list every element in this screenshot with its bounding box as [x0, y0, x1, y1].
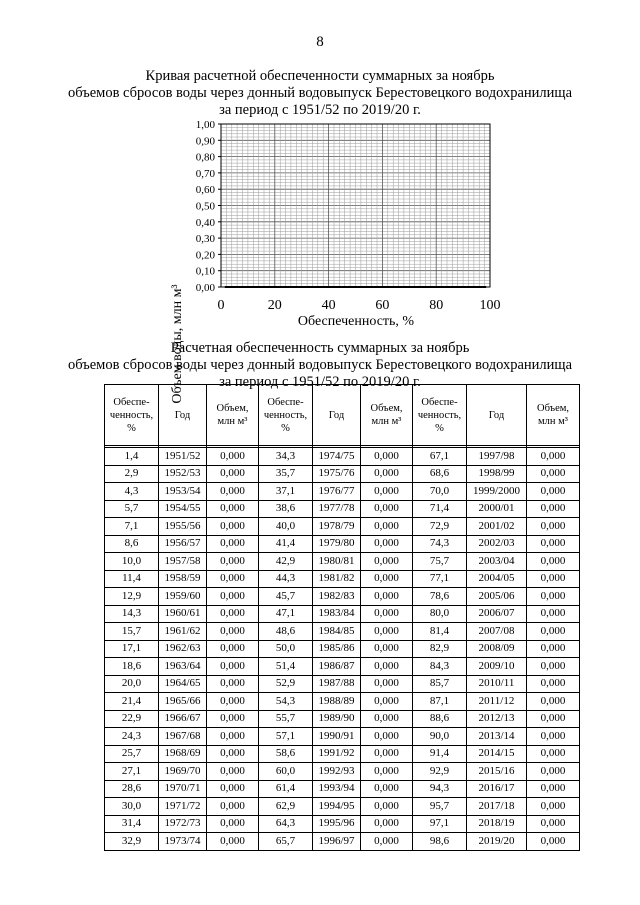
table-cell: 14,3	[105, 605, 159, 623]
table-row	[105, 815, 580, 833]
chart-title-line-3: за период с 1951/52 по 2019/20 г.	[219, 102, 421, 118]
y-tick-label: 0,00	[195, 282, 215, 294]
table-cell: 0,000	[207, 623, 259, 641]
table-cell: 0,000	[361, 448, 413, 466]
table-cell: 2008/09	[467, 640, 527, 658]
table-cell: 0,000	[527, 553, 580, 571]
table-cell: 1967/68	[159, 728, 207, 746]
table-cell: 1973/74	[159, 833, 207, 851]
table-cell: 0,000	[207, 763, 259, 781]
supply-table	[104, 384, 580, 851]
table-cell: 94,3	[413, 780, 467, 798]
table-cell: 72,9	[413, 518, 467, 536]
table-cell: 0,000	[207, 500, 259, 518]
table-cell: 1959/60	[159, 588, 207, 606]
table-cell: 57,1	[259, 728, 313, 746]
table-cell: 1987/88	[313, 675, 361, 693]
table-cell: 2019/20	[467, 833, 527, 851]
table-cell: 0,000	[361, 815, 413, 833]
table-cell: 1952/53	[159, 465, 207, 483]
table-cell: 1994/95	[313, 798, 361, 816]
table-cell: 78,6	[413, 588, 467, 606]
y-tick-label: 0,60	[195, 184, 215, 197]
table-cell: 70,0	[413, 483, 467, 501]
x-tick-label: 20	[267, 298, 282, 313]
table-cell: 0,000	[527, 798, 580, 816]
table-cell: 0,000	[527, 763, 580, 781]
table-cell: 1960/61	[159, 605, 207, 623]
table-row	[105, 553, 580, 571]
table-cell: 1986/87	[313, 658, 361, 676]
table-cell: 21,4	[105, 693, 159, 711]
table-title-line-3: за период с 1951/52 по 2019/20 г.	[219, 374, 421, 390]
table-cell: 1961/62	[159, 623, 207, 641]
table-cell: 2002/03	[467, 535, 527, 553]
table-cell: 27,1	[105, 763, 159, 781]
table-title-line-2: объемов сбросов воды через донный водовыпуск Берестовецкого водохранилища	[67, 357, 573, 373]
table-row	[105, 798, 580, 816]
table-cell: 0,000	[527, 640, 580, 658]
chart-grid	[221, 124, 490, 287]
table-cell: 1992/93	[313, 763, 361, 781]
table-cell: 0,000	[361, 588, 413, 606]
table-cell: 88,6	[413, 710, 467, 728]
table-cell: 0,000	[207, 588, 259, 606]
y-tick-label: 0,90	[195, 135, 215, 148]
table-cell: 62,9	[259, 798, 313, 816]
table-cell: 0,000	[207, 465, 259, 483]
table-cell: 25,7	[105, 745, 159, 763]
table-cell: 54,3	[259, 693, 313, 711]
table-cell: 84,3	[413, 658, 467, 676]
table-cell: 51,4	[259, 658, 313, 676]
y-tick-label: 0,80	[195, 151, 215, 164]
page-number: 8	[316, 34, 324, 50]
table-cell: 2010/11	[467, 675, 527, 693]
table-cell: 0,000	[361, 483, 413, 501]
table-row	[105, 570, 580, 588]
table-cell: 0,000	[207, 553, 259, 571]
table-cell: 1984/85	[313, 623, 361, 641]
table-cell: 0,000	[527, 483, 580, 501]
table-cell: 0,000	[361, 693, 413, 711]
x-tick-label: 40	[321, 298, 336, 313]
table-cell: 0,000	[361, 745, 413, 763]
table-cell: 0,000	[527, 623, 580, 641]
y-tick-label: 0,40	[195, 216, 215, 229]
table-cell: 0,000	[207, 483, 259, 501]
table-cell: 0,000	[527, 588, 580, 606]
table-cell: 2018/19	[467, 815, 527, 833]
table-cell: 2011/12	[467, 693, 527, 711]
y-tick-label: 1,00	[195, 119, 215, 131]
table-cell: 2014/15	[467, 745, 527, 763]
table-cell: 55,7	[259, 710, 313, 728]
table-cell: 71,4	[413, 500, 467, 518]
table-cell: 1963/64	[159, 658, 207, 676]
table-row	[105, 763, 580, 781]
table-cell: 0,000	[361, 710, 413, 728]
table-cell: 40,0	[259, 518, 313, 536]
table-cell: 0,000	[207, 745, 259, 763]
table-cell: 1969/70	[159, 763, 207, 781]
table-row	[105, 483, 580, 501]
table-cell: 2001/02	[467, 518, 527, 536]
table-cell: 42,9	[259, 553, 313, 571]
table-cell: 1993/94	[313, 780, 361, 798]
table-cell: 0,000	[207, 780, 259, 798]
table-cell: 1976/77	[313, 483, 361, 501]
table-cell: 0,000	[527, 745, 580, 763]
table-cell: 0,000	[527, 605, 580, 623]
table-cell: 44,3	[259, 570, 313, 588]
table-cell: 1981/82	[313, 570, 361, 588]
y-tick-label: 0,70	[195, 167, 215, 180]
table-cell: 98,6	[413, 833, 467, 851]
table-cell: 81,4	[413, 623, 467, 641]
table-header-cell: Объем, млн м³	[207, 385, 259, 446]
table-cell: 1996/97	[313, 833, 361, 851]
table-cell: 0,000	[527, 780, 580, 798]
table-cell: 1954/55	[159, 500, 207, 518]
table-cell: 1972/73	[159, 815, 207, 833]
table-cell: 47,1	[259, 605, 313, 623]
table-cell: 82,9	[413, 640, 467, 658]
table-row	[105, 780, 580, 798]
table-cell: 4,3	[105, 483, 159, 501]
table-cell: 2017/18	[467, 798, 527, 816]
table-cell: 2009/10	[467, 658, 527, 676]
table-cell: 0,000	[527, 675, 580, 693]
chart-title	[0, 68, 640, 119]
table-cell: 10,0	[105, 553, 159, 571]
table-cell: 0,000	[361, 623, 413, 641]
table-cell: 20,0	[105, 675, 159, 693]
table-cell: 1970/71	[159, 780, 207, 798]
table-row	[105, 640, 580, 658]
x-tick-label: 100	[479, 298, 501, 313]
table-row	[105, 745, 580, 763]
table-cell: 1,4	[105, 448, 159, 466]
table-cell: 1995/96	[313, 815, 361, 833]
table-cell: 0,000	[527, 728, 580, 746]
table-cell: 1979/80	[313, 535, 361, 553]
table-cell: 0,000	[207, 798, 259, 816]
table-cell: 0,000	[207, 640, 259, 658]
table-cell: 0,000	[527, 500, 580, 518]
table-cell: 17,1	[105, 640, 159, 658]
table-cell: 34,3	[259, 448, 313, 466]
table-cell: 0,000	[361, 605, 413, 623]
x-tick-label: 60	[375, 298, 390, 313]
table-cell: 2003/04	[467, 553, 527, 571]
table-cell: 22,9	[105, 710, 159, 728]
chart-title-line-2: объемов сбросов воды через донный водовыпуск Берестовецкого водохранилища	[67, 85, 573, 101]
table-header-cell: Обеспе- ченность, %	[105, 385, 159, 446]
table-cell: 1971/72	[159, 798, 207, 816]
table-cell: 1991/92	[313, 745, 361, 763]
table-title-line-1: Расчетная обеспеченность суммарных за ноябрь	[170, 340, 470, 356]
table-cell: 0,000	[361, 535, 413, 553]
table-cell: 2012/13	[467, 710, 527, 728]
table-header-cell: Обеспе- ченность, %	[413, 385, 467, 446]
table-cell: 95,7	[413, 798, 467, 816]
table-row	[105, 605, 580, 623]
table-cell: 1957/58	[159, 553, 207, 571]
table-cell: 0,000	[361, 798, 413, 816]
table-cell: 5,7	[105, 500, 159, 518]
table-cell: 8,6	[105, 535, 159, 553]
table-row	[105, 833, 580, 851]
table-cell: 0,000	[207, 570, 259, 588]
table-cell: 1975/76	[313, 465, 361, 483]
table-cell: 2016/17	[467, 780, 527, 798]
table-cell: 0,000	[207, 693, 259, 711]
table-row	[105, 588, 580, 606]
table-row	[105, 465, 580, 483]
table-cell: 91,4	[413, 745, 467, 763]
table-cell: 1983/84	[313, 605, 361, 623]
table-cell: 1977/78	[313, 500, 361, 518]
table-cell: 24,3	[105, 728, 159, 746]
table-row	[105, 535, 580, 553]
table-row	[105, 658, 580, 676]
table-cell: 0,000	[361, 675, 413, 693]
table-cell: 28,6	[105, 780, 159, 798]
table-cell: 0,000	[361, 500, 413, 518]
table-cell: 1964/65	[159, 675, 207, 693]
table-cell: 2,9	[105, 465, 159, 483]
table-header-cell: Год	[313, 385, 361, 446]
table-cell: 80,0	[413, 605, 467, 623]
table-cell: 0,000	[527, 710, 580, 728]
y-tick-label: 0,20	[195, 249, 215, 262]
table-cell: 0,000	[207, 815, 259, 833]
table-cell: 97,1	[413, 815, 467, 833]
table-cell: 1951/52	[159, 448, 207, 466]
table-cell: 1956/57	[159, 535, 207, 553]
table-cell: 77,1	[413, 570, 467, 588]
table-cell: 1988/89	[313, 693, 361, 711]
table-row	[105, 448, 580, 466]
table-cell: 0,000	[361, 640, 413, 658]
table-row	[105, 693, 580, 711]
table-cell: 1953/54	[159, 483, 207, 501]
table-cell: 1997/98	[467, 448, 527, 466]
y-tick-label: 0,30	[195, 233, 215, 246]
table-header-row	[105, 385, 580, 446]
table-cell: 0,000	[527, 570, 580, 588]
table-row	[105, 518, 580, 536]
table-cell: 2004/05	[467, 570, 527, 588]
table-cell: 1998/99	[467, 465, 527, 483]
table-cell: 1958/59	[159, 570, 207, 588]
table-cell: 45,7	[259, 588, 313, 606]
table-cell: 0,000	[527, 518, 580, 536]
table-cell: 0,000	[361, 728, 413, 746]
table-cell: 0,000	[207, 675, 259, 693]
table-cell: 35,7	[259, 465, 313, 483]
table-cell: 37,1	[259, 483, 313, 501]
table-cell: 7,1	[105, 518, 159, 536]
table-cell: 0,000	[527, 815, 580, 833]
table-cell: 0,000	[207, 448, 259, 466]
table-cell: 0,000	[207, 658, 259, 676]
table-cell: 1985/86	[313, 640, 361, 658]
table-cell: 52,9	[259, 675, 313, 693]
table-cell: 18,6	[105, 658, 159, 676]
table-cell: 11,4	[105, 570, 159, 588]
table-cell: 0,000	[361, 518, 413, 536]
table-cell: 1980/81	[313, 553, 361, 571]
table-cell: 0,000	[527, 658, 580, 676]
table-cell: 0,000	[361, 570, 413, 588]
table-cell: 68,6	[413, 465, 467, 483]
table-cell: 58,6	[259, 745, 313, 763]
table-cell: 0,000	[361, 780, 413, 798]
table-cell: 0,000	[527, 693, 580, 711]
table-cell: 1965/66	[159, 693, 207, 711]
table-cell: 0,000	[361, 658, 413, 676]
table-cell: 65,7	[259, 833, 313, 851]
table-cell: 0,000	[207, 710, 259, 728]
table-cell: 0,000	[361, 465, 413, 483]
table-cell: 12,9	[105, 588, 159, 606]
table-cell: 30,0	[105, 798, 159, 816]
chart-title-line-1: Кривая расчетной обеспеченности суммарных за ноябрь	[145, 68, 495, 84]
table-cell: 87,1	[413, 693, 467, 711]
table-header-cell: Обеспе- ченность, %	[259, 385, 313, 446]
table-cell: 1989/90	[313, 710, 361, 728]
table-cell: 2013/14	[467, 728, 527, 746]
table-cell: 0,000	[207, 833, 259, 851]
table-cell: 0,000	[361, 763, 413, 781]
table-cell: 1974/75	[313, 448, 361, 466]
table-cell: 50,0	[259, 640, 313, 658]
y-axis-label: Объем воды, млн м³	[170, 284, 185, 404]
table-cell: 0,000	[361, 553, 413, 571]
table-cell: 32,9	[105, 833, 159, 851]
table-cell: 0,000	[527, 833, 580, 851]
table-row	[105, 710, 580, 728]
table-cell: 0,000	[207, 518, 259, 536]
table-cell: 74,3	[413, 535, 467, 553]
table-cell: 64,3	[259, 815, 313, 833]
table-cell: 0,000	[361, 833, 413, 851]
table-cell: 1966/67	[159, 710, 207, 728]
table-cell: 0,000	[527, 448, 580, 466]
table-cell: 0,000	[207, 728, 259, 746]
table-cell: 60,0	[259, 763, 313, 781]
x-tick-label: 80	[429, 298, 444, 313]
table-cell: 31,4	[105, 815, 159, 833]
table-cell: 0,000	[207, 605, 259, 623]
table-cell: 61,4	[259, 780, 313, 798]
table-cell: 1955/56	[159, 518, 207, 536]
y-tick-label: 0,10	[195, 265, 215, 278]
x-axis-label: Обеспеченность, %	[297, 314, 415, 329]
table-row	[105, 623, 580, 641]
table-cell: 2007/08	[467, 623, 527, 641]
y-tick-label: 0,50	[195, 200, 215, 213]
table-cell: 15,7	[105, 623, 159, 641]
table-cell: 85,7	[413, 675, 467, 693]
table-header-cell: Объем, млн м³	[361, 385, 413, 446]
table-cell: 1990/91	[313, 728, 361, 746]
table-cell: 48,6	[259, 623, 313, 641]
table-cell: 2005/06	[467, 588, 527, 606]
x-tick-label: 0	[217, 298, 225, 313]
table-cell: 0,000	[527, 535, 580, 553]
table-cell: 75,7	[413, 553, 467, 571]
table-cell: 2006/07	[467, 605, 527, 623]
table-cell: 90,0	[413, 728, 467, 746]
table-cell: 0,000	[207, 535, 259, 553]
table-cell: 38,6	[259, 500, 313, 518]
table-cell: 92,9	[413, 763, 467, 781]
table-cell: 0,000	[527, 465, 580, 483]
table-cell: 67,1	[413, 448, 467, 466]
table-cell: 1962/63	[159, 640, 207, 658]
table-cell: 2000/01	[467, 500, 527, 518]
table-row	[105, 728, 580, 746]
table-cell: 1968/69	[159, 745, 207, 763]
table-row	[105, 500, 580, 518]
table-cell: 1982/83	[313, 588, 361, 606]
table-header-cell: Объем, млн м³	[527, 385, 580, 446]
table-row	[105, 675, 580, 693]
table-header-cell: Год	[159, 385, 207, 446]
table-cell: 1999/2000	[467, 483, 527, 501]
table-cell: 41,4	[259, 535, 313, 553]
table-cell: 1978/79	[313, 518, 361, 536]
table-cell: 2015/16	[467, 763, 527, 781]
table-body	[105, 446, 580, 851]
table-header-cell: Год	[467, 385, 527, 446]
